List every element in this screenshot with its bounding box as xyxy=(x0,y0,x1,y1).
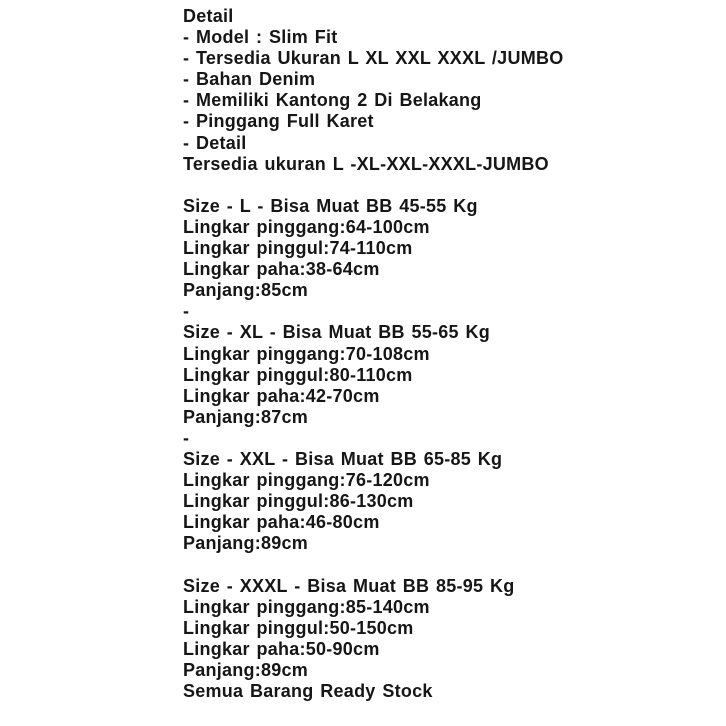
length-line: Panjang:89cm xyxy=(183,533,309,554)
hip-line: Lingkar pinggul:86-130cm xyxy=(183,491,414,512)
footer-stock-line: Semua Barang Ready Stock xyxy=(183,681,433,701)
waist-line: Lingkar pinggang:64-100cm xyxy=(183,216,430,237)
size-header: Size - XL - Bisa Muat BB 55-65 Kg xyxy=(183,322,490,343)
detail-bullet-pockets: - Memiliki Kantong 2 Di Belakang xyxy=(183,90,482,111)
thigh-line: Lingkar paha:50-90cm xyxy=(183,638,380,659)
detail-bullet-sizes: - Tersedia Ukuran L XL XXL XXXL /JUMBO xyxy=(183,48,564,69)
detail-bullet-model: - Model : Slim Fit xyxy=(183,27,338,48)
hip-line: Lingkar pinggul:74-110cm xyxy=(183,238,413,259)
size-section-xxl xyxy=(183,449,703,576)
detail-section xyxy=(183,6,703,175)
thigh-line: Lingkar paha:38-64cm xyxy=(183,259,380,280)
thigh-line: Lingkar paha:42-70cm xyxy=(183,385,380,406)
separator-line: - xyxy=(183,301,190,322)
length-line: Panjang:85cm xyxy=(183,280,309,301)
waist-line: Lingkar pinggang:85-140cm xyxy=(183,596,430,617)
length-line: Panjang:89cm xyxy=(183,659,309,680)
blank-line xyxy=(183,175,703,196)
detail-bullet-material: - Bahan Denim xyxy=(183,69,316,90)
hip-line: Lingkar pinggul:80-110cm xyxy=(183,364,413,385)
detail-bullet-waistband: - Pinggang Full Karet xyxy=(183,111,374,132)
thigh-line: Lingkar paha:46-80cm xyxy=(183,512,380,533)
size-header: Size - L - Bisa Muat BB 45-55 Kg xyxy=(183,195,478,216)
waist-line: Lingkar pinggang:76-120cm xyxy=(183,470,430,491)
size-section-l xyxy=(183,196,703,323)
blank-line xyxy=(183,554,703,575)
size-header: Size - XXXL - Bisa Muat BB 85-95 Kg xyxy=(183,575,515,596)
waist-line: Lingkar pinggang:70-108cm xyxy=(183,343,430,364)
size-section-xl xyxy=(183,322,703,449)
description-text-column xyxy=(183,6,703,702)
size-section-xxxl xyxy=(183,576,703,681)
length-line: Panjang:87cm xyxy=(183,406,309,427)
availability-line: Tersedia ukuran L -XL-XXL-XXXL-JUMBO xyxy=(183,153,549,174)
separator-line: - xyxy=(183,427,190,448)
hip-line: Lingkar pinggul:50-150cm xyxy=(183,617,414,638)
detail-bullet-detail: - Detail xyxy=(183,132,247,153)
detail-heading: Detail xyxy=(183,6,234,26)
size-header: Size - XXL - Bisa Muat BB 65-85 Kg xyxy=(183,448,503,469)
